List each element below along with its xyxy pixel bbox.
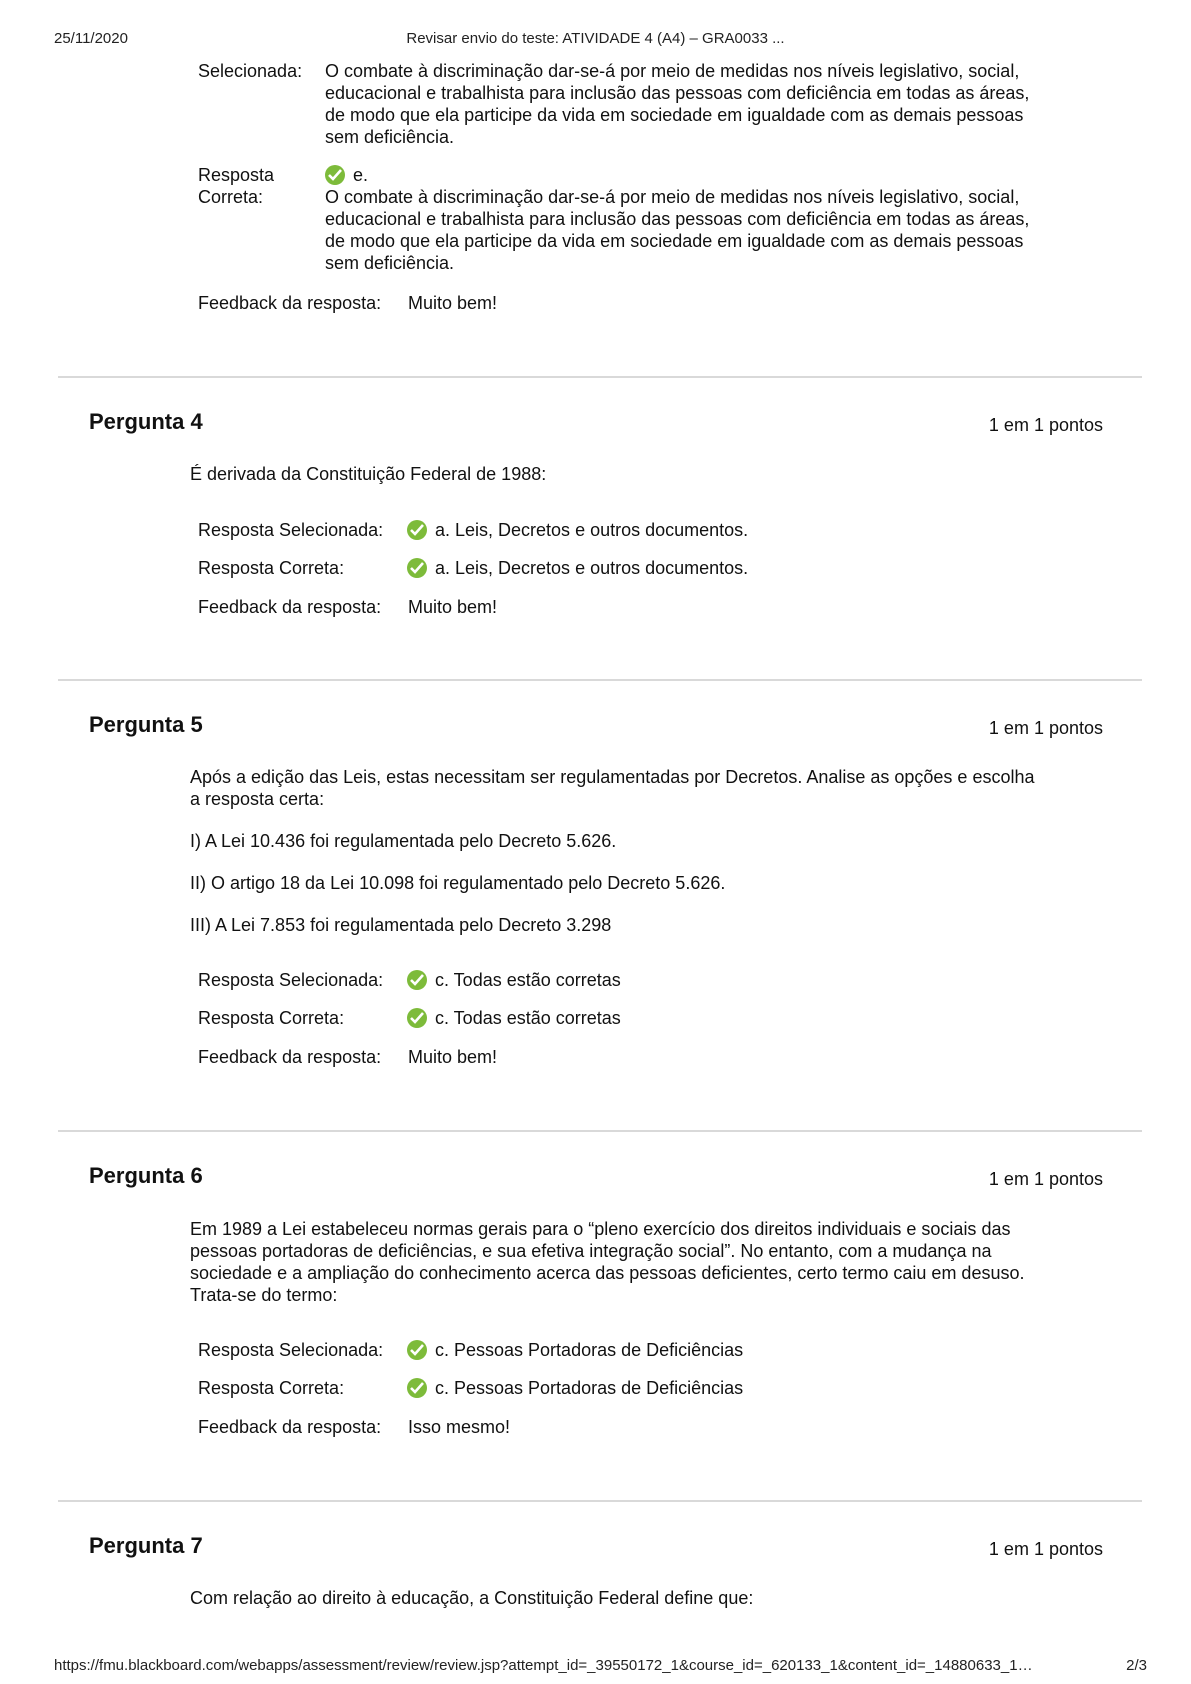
question-item: III) A Lei 7.853 foi regulamentada pelo Decreto 3.298 — [190, 915, 612, 935]
print-url: https://fmu.blackboard.com/webapps/assessment/review/review.jsp?attempt_id=_39550172_1&course_id=_620133_1&content_id=_14880633_1… — [54, 1657, 1033, 1674]
question-points: 1 em 1 pontos — [988, 1169, 1103, 1189]
check-icon — [407, 970, 427, 990]
selected-answer-text: O combate à discriminação dar-se-á por meio de medidas nos níveis legislativo, social, educacional e trabalhista para inclusão das pessoas com deficiência em todas as áreas, de modo que ela participe da vida em sociedade em igualdade com as demais pessoas sem deficiência. — [325, 61, 1030, 147]
feedback-row: Feedback da resposta: Muito bem! — [198, 1047, 498, 1067]
check-icon — [407, 1340, 427, 1360]
question-title: Pergunta 4 — [89, 409, 203, 434]
print-title: Revisar envio do teste: ATIVIDADE 4 (A4) – GRA0033 ... — [406, 30, 785, 47]
page-number: 2/3 — [1126, 1657, 1147, 1674]
question-text: É derivada da Constituição Federal de 1988: — [190, 464, 547, 484]
check-icon — [325, 165, 345, 185]
question-item: I) A Lei 10.436 foi regulamentada pelo Decreto 5.626. — [190, 831, 617, 851]
correct-answer-text: e. O combate à discriminação dar-se-á por meio de medidas nos níveis legislativo, social, educacional e trabalhista para inclusão das pessoas com deficiência em todas as áreas, de modo que ela participe da vida em sociedade em igualdade com as demais pessoas sem deficiência. — [325, 165, 1030, 273]
question-text: Com relação ao direito à educação, a Constituição Federal define que: — [190, 1588, 754, 1608]
separator — [58, 1130, 1142, 1132]
separator — [58, 376, 1142, 378]
selected-answer-row: Resposta Selecionada: c. Pessoas Portadoras de Deficiências — [198, 1340, 744, 1360]
correct-answer-row: Resposta Correta: c. Todas estão corretas — [198, 1008, 621, 1028]
correct-answer-label: Resposta Correta: — [198, 165, 275, 207]
question-points: 1 em 1 pontos — [988, 415, 1103, 435]
question-title: Pergunta 7 — [89, 1533, 203, 1558]
question-title: Pergunta 6 — [89, 1163, 203, 1188]
question-item: II) O artigo 18 da Lei 10.098 foi regulamentado pelo Decreto 5.626. — [190, 873, 726, 893]
feedback-row: Feedback da resposta: Muito bem! — [198, 597, 498, 617]
selected-label: Selecionada: — [198, 61, 303, 81]
separator — [58, 679, 1142, 681]
check-icon — [407, 558, 427, 578]
question-text: Em 1989 a Lei estabeleceu normas gerais para o “pleno exercício dos direitos individuais e sociais das pessoas portadoras de deficiências, e sua efetiva integração social”. No entanto, com a mudança na sociedade e a ampliação do conhecimento acerca das pessoas deficientes, certo termo caiu em desuso. Trata-se do termo: — [190, 1219, 1025, 1305]
feedback-row: Feedback da resposta: Isso mesmo! — [198, 1417, 511, 1437]
separator — [58, 1500, 1142, 1502]
selected-answer-row: Resposta Selecionada: a. Leis, Decretos e outros documentos. — [198, 520, 749, 540]
check-icon — [407, 520, 427, 540]
feedback-row: Feedback da resposta: Muito bem! — [198, 293, 498, 313]
question-points: 1 em 1 pontos — [988, 1539, 1103, 1559]
question-title: Pergunta 5 — [89, 712, 203, 737]
check-icon — [407, 1378, 427, 1398]
question-points: 1 em 1 pontos — [988, 718, 1103, 738]
correct-answer-row: Resposta Correta: c. Pessoas Portadoras de Deficiências — [198, 1378, 744, 1398]
check-icon — [407, 1008, 427, 1028]
print-date: 25/11/2020 — [54, 30, 128, 47]
print-header — [0, 30, 1191, 50]
question-text: Após a edição das Leis, estas necessitam ser regulamentadas por Decretos. Analise as opções e escolha a resposta certa: — [190, 767, 1035, 809]
correct-answer-row: Resposta Correta: a. Leis, Decretos e outros documentos. — [198, 558, 749, 578]
selected-answer-row: Resposta Selecionada: c. Todas estão corretas — [198, 970, 621, 990]
